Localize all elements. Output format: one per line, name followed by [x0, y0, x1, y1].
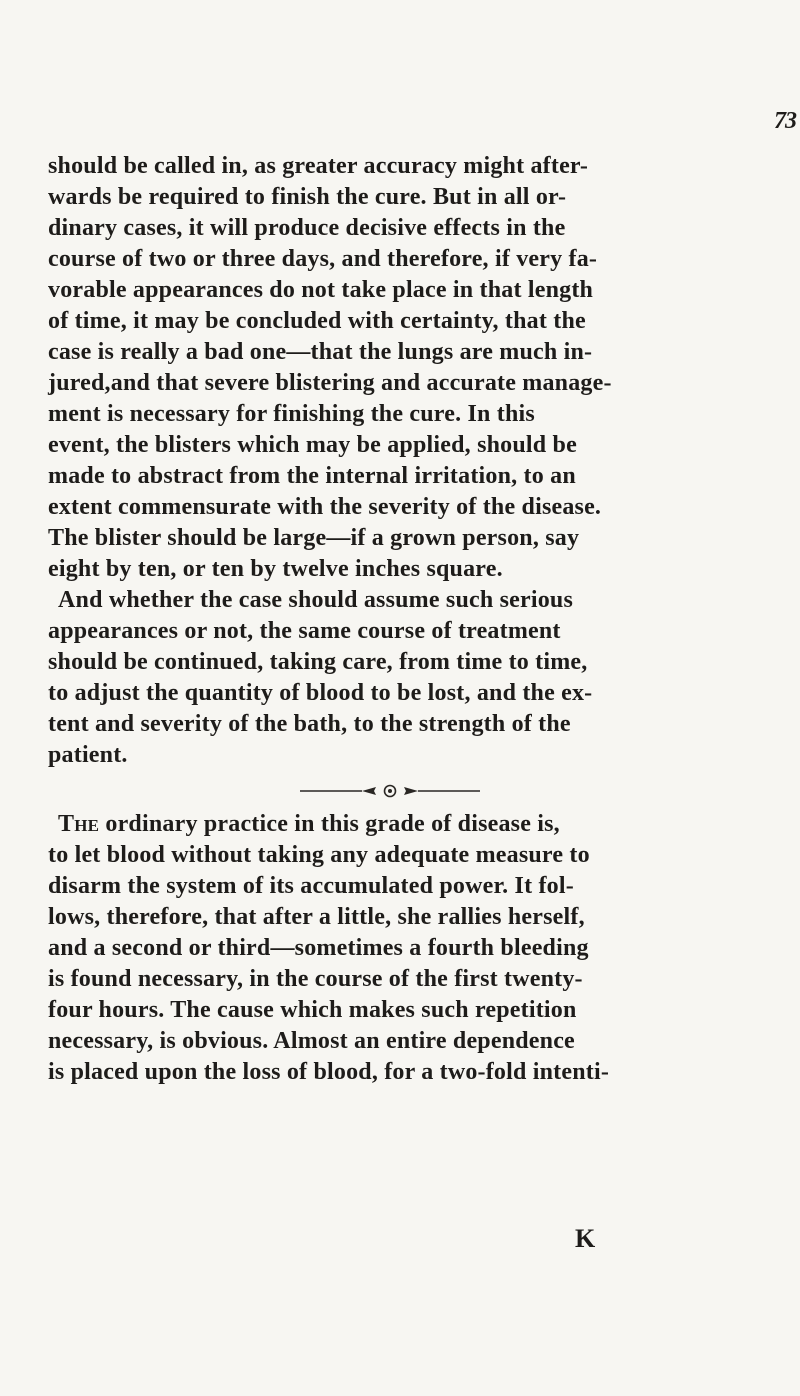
text-line: of time, it may be concluded with certainty, that the: [48, 308, 586, 334]
text-line: is placed upon the loss of blood, for a two-fold intenti-: [48, 1059, 610, 1085]
text-line: to let blood without taking any adequate measure to: [48, 842, 590, 868]
text-line: [58, 808, 798, 840]
text-line: is found necessary, in the course of the first twenty-: [48, 966, 583, 992]
text-line: wards be required to finish the cure. But in all or-: [48, 184, 567, 210]
text-line: four hours. The cause which makes such repetition: [48, 997, 577, 1023]
text-line: event, the blisters which may be applied, should be: [48, 432, 577, 458]
text-line: vorable appearances do not take place in that length: [48, 277, 594, 303]
text-line: tent and severity of the bath, to the strength of the: [48, 711, 571, 737]
text-line: dinary cases, it will produce decisive effects in the: [48, 215, 566, 241]
text-line: case is really a bad one—that the lungs are much in-: [48, 339, 593, 365]
paragraph-initial-word: The: [58, 811, 100, 837]
text-line: should be called in, as greater accuracy might after-: [48, 153, 589, 179]
text-line: jured,and that severe blistering and accurate manage-: [48, 370, 612, 396]
text-line: And whether the case should assume such serious: [58, 587, 574, 613]
signature-mark: K: [575, 1224, 596, 1253]
text-line: to adjust the quantity of blood to be lost, and the ex-: [48, 680, 593, 706]
text-line: course of two or three days, and therefore, if very fa-: [48, 246, 598, 272]
text-line: should be continued, taking care, from time to time,: [48, 649, 588, 675]
text-line: lows, therefore, that after a little, she rallies herself,: [48, 904, 585, 930]
text-line: necessary, is obvious. Almost an entire dependence: [48, 1028, 575, 1054]
text-line: and a second or third—sometimes a fourth bleeding: [48, 935, 589, 961]
text-line: extent commensurate with the severity of the disease.: [48, 494, 602, 520]
ornament-divider-icon: [300, 783, 480, 799]
text-line: The blister should be large—if a grown person, say: [48, 525, 580, 551]
text-line: appearances or not, the same course of treatment: [48, 618, 561, 644]
text-line: ment is necessary for finishing the cure. In this: [48, 401, 535, 427]
page-number: 73: [774, 108, 796, 134]
text-line-rest: ordinary practice in this grade of disease is,: [99, 811, 560, 837]
text-line: disarm the system of its accumulated power. It fol-: [48, 873, 574, 899]
text-line: patient.: [48, 742, 128, 768]
text-line: made to abstract from the internal irritation, to an: [48, 463, 576, 489]
text-line: eight by ten, or ten by twelve inches square.: [48, 556, 503, 582]
